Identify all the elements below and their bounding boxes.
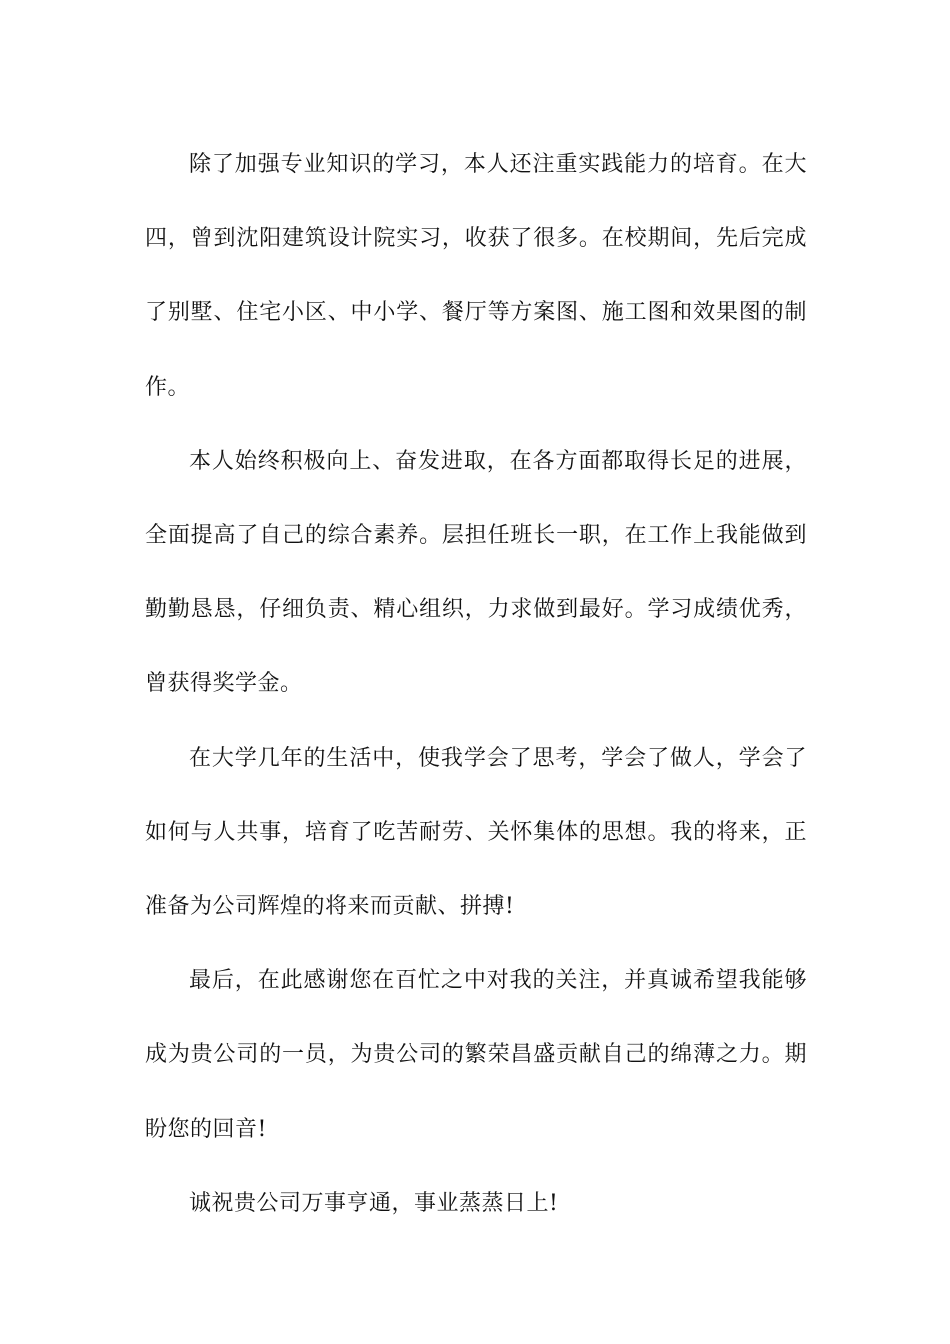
paragraph-character [145, 425, 807, 722]
text-line: 诚祝贵公司万事亨通，事业蒸蒸日上! [189, 1190, 559, 1216]
text-line: 作。 [145, 374, 191, 400]
text-line: 准备为公司辉煌的将来而贡献、拼搏! [145, 894, 515, 920]
text-line: 曾获得奖学金。 [145, 671, 303, 697]
text-line: 最后，在此感谢您在百忙之中对我的关注，并真诚希望我能够 [189, 968, 807, 994]
letter-body [145, 128, 807, 1241]
paragraph-closing-thanks [145, 944, 807, 1167]
text-line: 在大学几年的生活中，使我学会了思考，学会了做人，学会了 [189, 745, 807, 771]
paragraph-university-life [145, 722, 807, 945]
text-line: 成为贵公司的一员，为贵公司的繁荣昌盛贡献自己的绵薄之力。期 [145, 1042, 807, 1068]
text-line: 了别墅、住宅小区、中小学、餐厅等方案图、施工图和效果图的制 [145, 300, 807, 326]
paragraph-practice [145, 128, 807, 425]
paragraph-wishes [145, 1167, 807, 1241]
text-line: 盼您的回音! [145, 1116, 267, 1142]
text-line: 四，曾到沈阳建筑设计院实习，收获了很多。在校期间，先后完成 [145, 226, 807, 252]
text-line: 除了加强专业知识的学习，本人还注重实践能力的培育。在大 [189, 152, 807, 177]
text-line: 如何与人共事，培育了吃苦耐劳、关怀集体的思想。我的将来，正 [145, 819, 807, 845]
text-line: 全面提高了自己的综合素养。层担任班长一职，在工作上我能做到 [145, 523, 807, 549]
text-line: 勤勤恳恳，仔细负责、精心组织，力求做到最好。学习成绩优秀， [145, 597, 807, 623]
text-line: 本人始终积极向上、奋发进取，在各方面都取得长足的进展， [189, 448, 807, 474]
